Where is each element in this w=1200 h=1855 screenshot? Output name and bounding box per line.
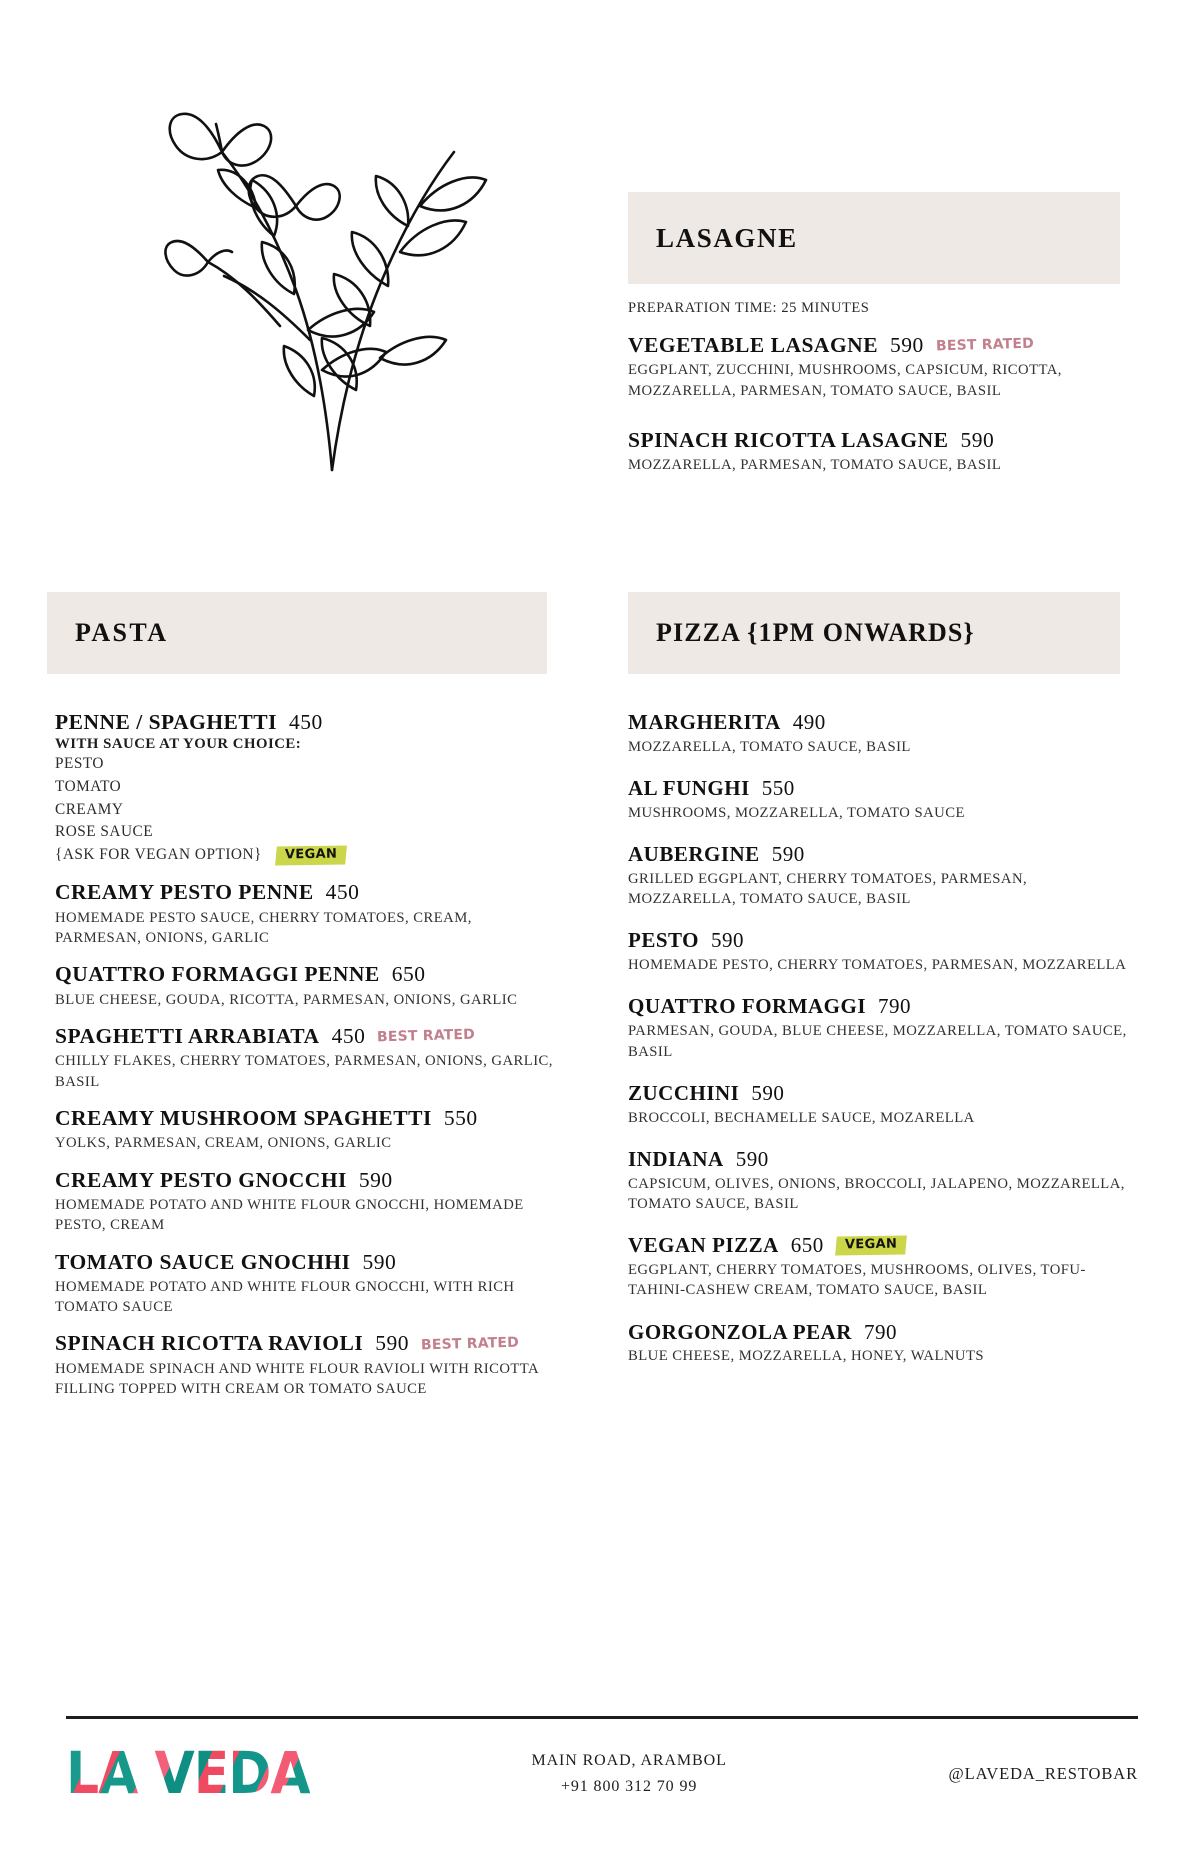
menu-item-name: ZUCCHINI [628, 1080, 740, 1105]
menu-item-description: GRILLED EGGPLANT, CHERRY TOMATOES, PARMESAN, MOZZARELLA, TOMATO SAUCE, BASIL [628, 870, 1028, 908]
menu-item-description: BLUE CHEESE, MOZZARELLA, HONEY, WALNUTS [628, 1348, 985, 1365]
menu-item-vegetable-lasagne [628, 333, 1128, 402]
sauce-option [55, 753, 560, 776]
sauce-option-label: ROSE SAUCE [55, 823, 154, 841]
menu-item-description: CAPSICUM, OLIVES, ONIONS, BROCCOLI, JALAPENO, MOZZARELLA, TOMATO SAUCE, BASIL [628, 1175, 1125, 1212]
menu-item-title [628, 1081, 1128, 1106]
menu-item-title [628, 928, 1128, 953]
menu-item-indiana [628, 1147, 1128, 1214]
restaurant-logo: LA VEDA [66, 1740, 310, 1808]
footer [66, 1740, 1138, 1808]
menu-item-title [55, 710, 560, 735]
sauce-options-list [55, 753, 560, 866]
menu-item-gorgonzola-pear [628, 1320, 1128, 1367]
menu-item-name: AUBERGINE [628, 842, 760, 867]
menu-item-title [628, 1233, 1128, 1258]
best-rated-badge: BEST RATED [420, 1334, 520, 1354]
menu-item-name: CREAMY MUSHROOM SPAGHETTI [55, 1105, 432, 1130]
section-header-pasta [47, 592, 547, 674]
menu-item-description: CHILLY FLAKES, CHERRY TOMATOES, PARMESAN, ONIONS, GARLIC, BASIL [55, 1053, 553, 1090]
menu-item-price: 790 [878, 994, 912, 1019]
menu-item-name: AL FUNGHI [628, 776, 750, 801]
sauce-option [55, 799, 560, 822]
vegan-option-row [55, 844, 560, 867]
menu-item-description: MOZZARELLA, PARMESAN, TOMATO SAUCE, BASIL [628, 457, 1002, 474]
footer-instagram-handle: @LAVEDA_RESTOBAR [948, 1764, 1138, 1784]
menu-item-title [628, 994, 1128, 1019]
menu-item-title [628, 1147, 1128, 1172]
menu-item-title [55, 880, 560, 905]
menu-item-pesto-pizza [628, 928, 1128, 975]
menu-item-description: MUSHROOMS, MOZZARELLA, TOMATO SAUCE [628, 804, 965, 821]
lasagne-heading: LASAGNE [656, 222, 798, 253]
menu-item-price: 590 [710, 928, 744, 953]
sauce-option-label: PESTO [55, 755, 104, 773]
menu-item-description: YOLKS, PARMESAN, CREAM, ONIONS, GARLIC [55, 1135, 392, 1152]
menu-item-description: HOMEMADE PESTO SAUCE, CHERRY TOMATOES, CREAM, PARMESAN, ONIONS, GARLIC [55, 909, 472, 947]
menu-item-description: EGGPLANT, CHERRY TOMATOES, MUSHROOMS, OLIVES, TOFU-TAHINI-CASHEW CREAM, TOMATO SAUCE, BASIL [628, 1261, 1086, 1299]
lasagne-prep-time: PREPARATION TIME: 25 MINUTES [628, 300, 870, 316]
footer-contact [531, 1748, 726, 1801]
menu-item-title [55, 1168, 560, 1193]
menu-item-description: EGGPLANT, ZUCCHINI, MUSHROOMS, CAPSICUM, RICOTTA, MOZZARELLA, PARMESAN, TOMATO SAUCE, BASIL [628, 362, 1062, 400]
lasagne-items [628, 300, 1128, 502]
menu-item-price: 550 [443, 1105, 478, 1130]
menu-item-name: TOMATO SAUCE GNOCHHI [55, 1249, 351, 1274]
menu-item-price: 490 [792, 710, 826, 734]
pizza-heading: PIZZA {1PM ONWARDS} [656, 618, 975, 647]
vegan-badge-label: VEGAN [844, 1236, 898, 1253]
menu-item-price: 590 [358, 1167, 393, 1192]
menu-item-description: HOMEMADE POTATO AND WHITE FLOUR GNOCCHI, WITH RICH TOMATO SAUCE [55, 1278, 515, 1316]
menu-item-vegan-pizza [628, 1233, 1128, 1300]
sauce-choice-label: WITH SAUCE AT YOUR CHOICE: [55, 736, 302, 753]
menu-item-title [628, 1320, 1128, 1345]
menu-item-spinach-ricotta-lasagne [628, 428, 1128, 476]
menu-item-creamy-pesto-penne [55, 880, 560, 948]
menu-item-price: 590 [362, 1249, 397, 1274]
vegan-option-note: {ASK FOR VEGAN OPTION} [55, 845, 262, 863]
menu-item-name: MARGHERITA [628, 710, 781, 734]
menu-item-creamy-mushroom-spaghetti [55, 1106, 560, 1154]
sauce-option-label: CREAMY [55, 800, 124, 818]
menu-item-description: HOMEMADE SPINACH AND WHITE FLOUR RAVIOLI WITH RICOTTA FILLING TOPPED WITH CREAM OR TOMATO SAUCE [55, 1360, 539, 1398]
menu-item-price: 550 [761, 776, 795, 801]
menu-item-title [628, 333, 1128, 358]
menu-item-name: INDIANA [628, 1146, 724, 1171]
menu-item-description: MOZZARELLA, TOMATO SAUCE, BASIL [628, 738, 911, 755]
menu-item-tomato-sauce-gnochhi [55, 1250, 560, 1318]
menu-item-price: 590 [751, 1080, 785, 1105]
menu-item-name: CREAMY PESTO GNOCCHI [55, 1167, 347, 1192]
menu-item-title [55, 1024, 560, 1049]
menu-item-title [55, 1250, 560, 1275]
menu-item-margherita [628, 710, 1128, 757]
best-rated-badge: BEST RATED [935, 336, 1035, 355]
menu-item-name: PESTO [628, 928, 699, 953]
menu-item-description: BROCCOLI, BECHAMELLE SAUCE, MOZARELLA [628, 1109, 975, 1126]
menu-item-name: GORGONZOLA PEAR [628, 1319, 852, 1344]
vegan-badge [275, 845, 347, 865]
vegan-badge-label: VEGAN [284, 846, 338, 862]
menu-item-price: 790 [863, 1319, 897, 1344]
menu-item-name: QUATTRO FORMAGGI PENNE [55, 962, 380, 987]
menu-item-description: PARMESAN, GOUDA, BLUE CHEESE, MOZZARELLA, TOMATO SAUCE, BASIL [628, 1023, 1127, 1060]
menu-item-quattro-formaggi-penne [55, 962, 560, 1010]
menu-item-price: 650 [790, 1233, 824, 1258]
menu-item-name: CREAMY PESTO PENNE [55, 880, 314, 905]
menu-item-price: 590 [735, 1146, 769, 1171]
menu-item-title [628, 842, 1128, 867]
section-header-pizza [628, 592, 1120, 674]
sauce-option [55, 821, 560, 844]
menu-item-title [628, 428, 1128, 453]
vegan-badge [835, 1235, 907, 1255]
menu-item-name: VEGAN PIZZA [628, 1233, 779, 1258]
menu-item-name: SPINACH RICOTTA RAVIOLI [55, 1331, 364, 1356]
sauce-option [55, 776, 560, 799]
menu-item-name: SPINACH RICOTTA LASAGNE [628, 428, 949, 453]
menu-item-price: 590 [771, 842, 805, 867]
menu-item-description: BLUE CHEESE, GOUDA, RICOTTA, PARMESAN, ONIONS, GARLIC [55, 991, 518, 1008]
pizza-items [628, 710, 1128, 1386]
pasta-items [55, 710, 560, 1413]
menu-item-price: 450 [331, 1024, 366, 1049]
footer-divider [66, 1716, 1138, 1719]
best-rated-badge: BEST RATED [377, 1027, 476, 1046]
footer-phone: +91 800 312 70 99 [560, 1778, 698, 1796]
menu-item-price: 450 [325, 880, 360, 905]
menu-item-price: 590 [890, 333, 924, 357]
menu-item-title [55, 1331, 560, 1356]
menu-item-title [55, 1106, 560, 1131]
menu-item-spinach-ricotta-ravioli [55, 1331, 560, 1399]
menu-item-price: 590 [375, 1331, 409, 1356]
sauce-option-label: TOMATO [55, 777, 122, 795]
section-header-lasagne [628, 192, 1120, 284]
menu-item-aubergine [628, 842, 1128, 909]
menu-item-quattro-formaggi-pizza [628, 994, 1128, 1061]
footer-address: MAIN ROAD, ARAMBOL [531, 1752, 727, 1769]
menu-item-zucchini [628, 1081, 1128, 1128]
menu-item-title [628, 710, 1128, 735]
menu-item-description: HOMEMADE PESTO, CHERRY TOMATOES, PARMESAN, MOZZARELLA [628, 957, 1127, 974]
menu-item-penne-spaghetti [55, 710, 560, 866]
menu-item-name: QUATTRO FORMAGGI [628, 994, 867, 1019]
menu-item-title [628, 776, 1128, 801]
menu-item-price: 590 [960, 428, 995, 453]
menu-item-name: VEGETABLE LASAGNE [628, 333, 879, 357]
menu-item-creamy-pesto-gnocchi [55, 1168, 560, 1236]
menu-item-title [55, 962, 560, 987]
menu-item-al-funghi [628, 776, 1128, 823]
menu-item-price: 450 [288, 710, 323, 734]
menu-item-price: 650 [391, 962, 426, 987]
menu-item-name: PENNE / SPAGHETTI [55, 710, 277, 734]
menu-item-description: HOMEMADE POTATO AND WHITE FLOUR GNOCCHI, HOMEMADE PESTO, CREAM [55, 1196, 524, 1234]
menu-item-name: SPAGHETTI ARRABIATA [55, 1024, 320, 1049]
menu-item-spaghetti-arrabiata [55, 1024, 560, 1092]
botanical-flower-illustration [70, 40, 510, 490]
pasta-heading: PASTA [75, 618, 169, 647]
